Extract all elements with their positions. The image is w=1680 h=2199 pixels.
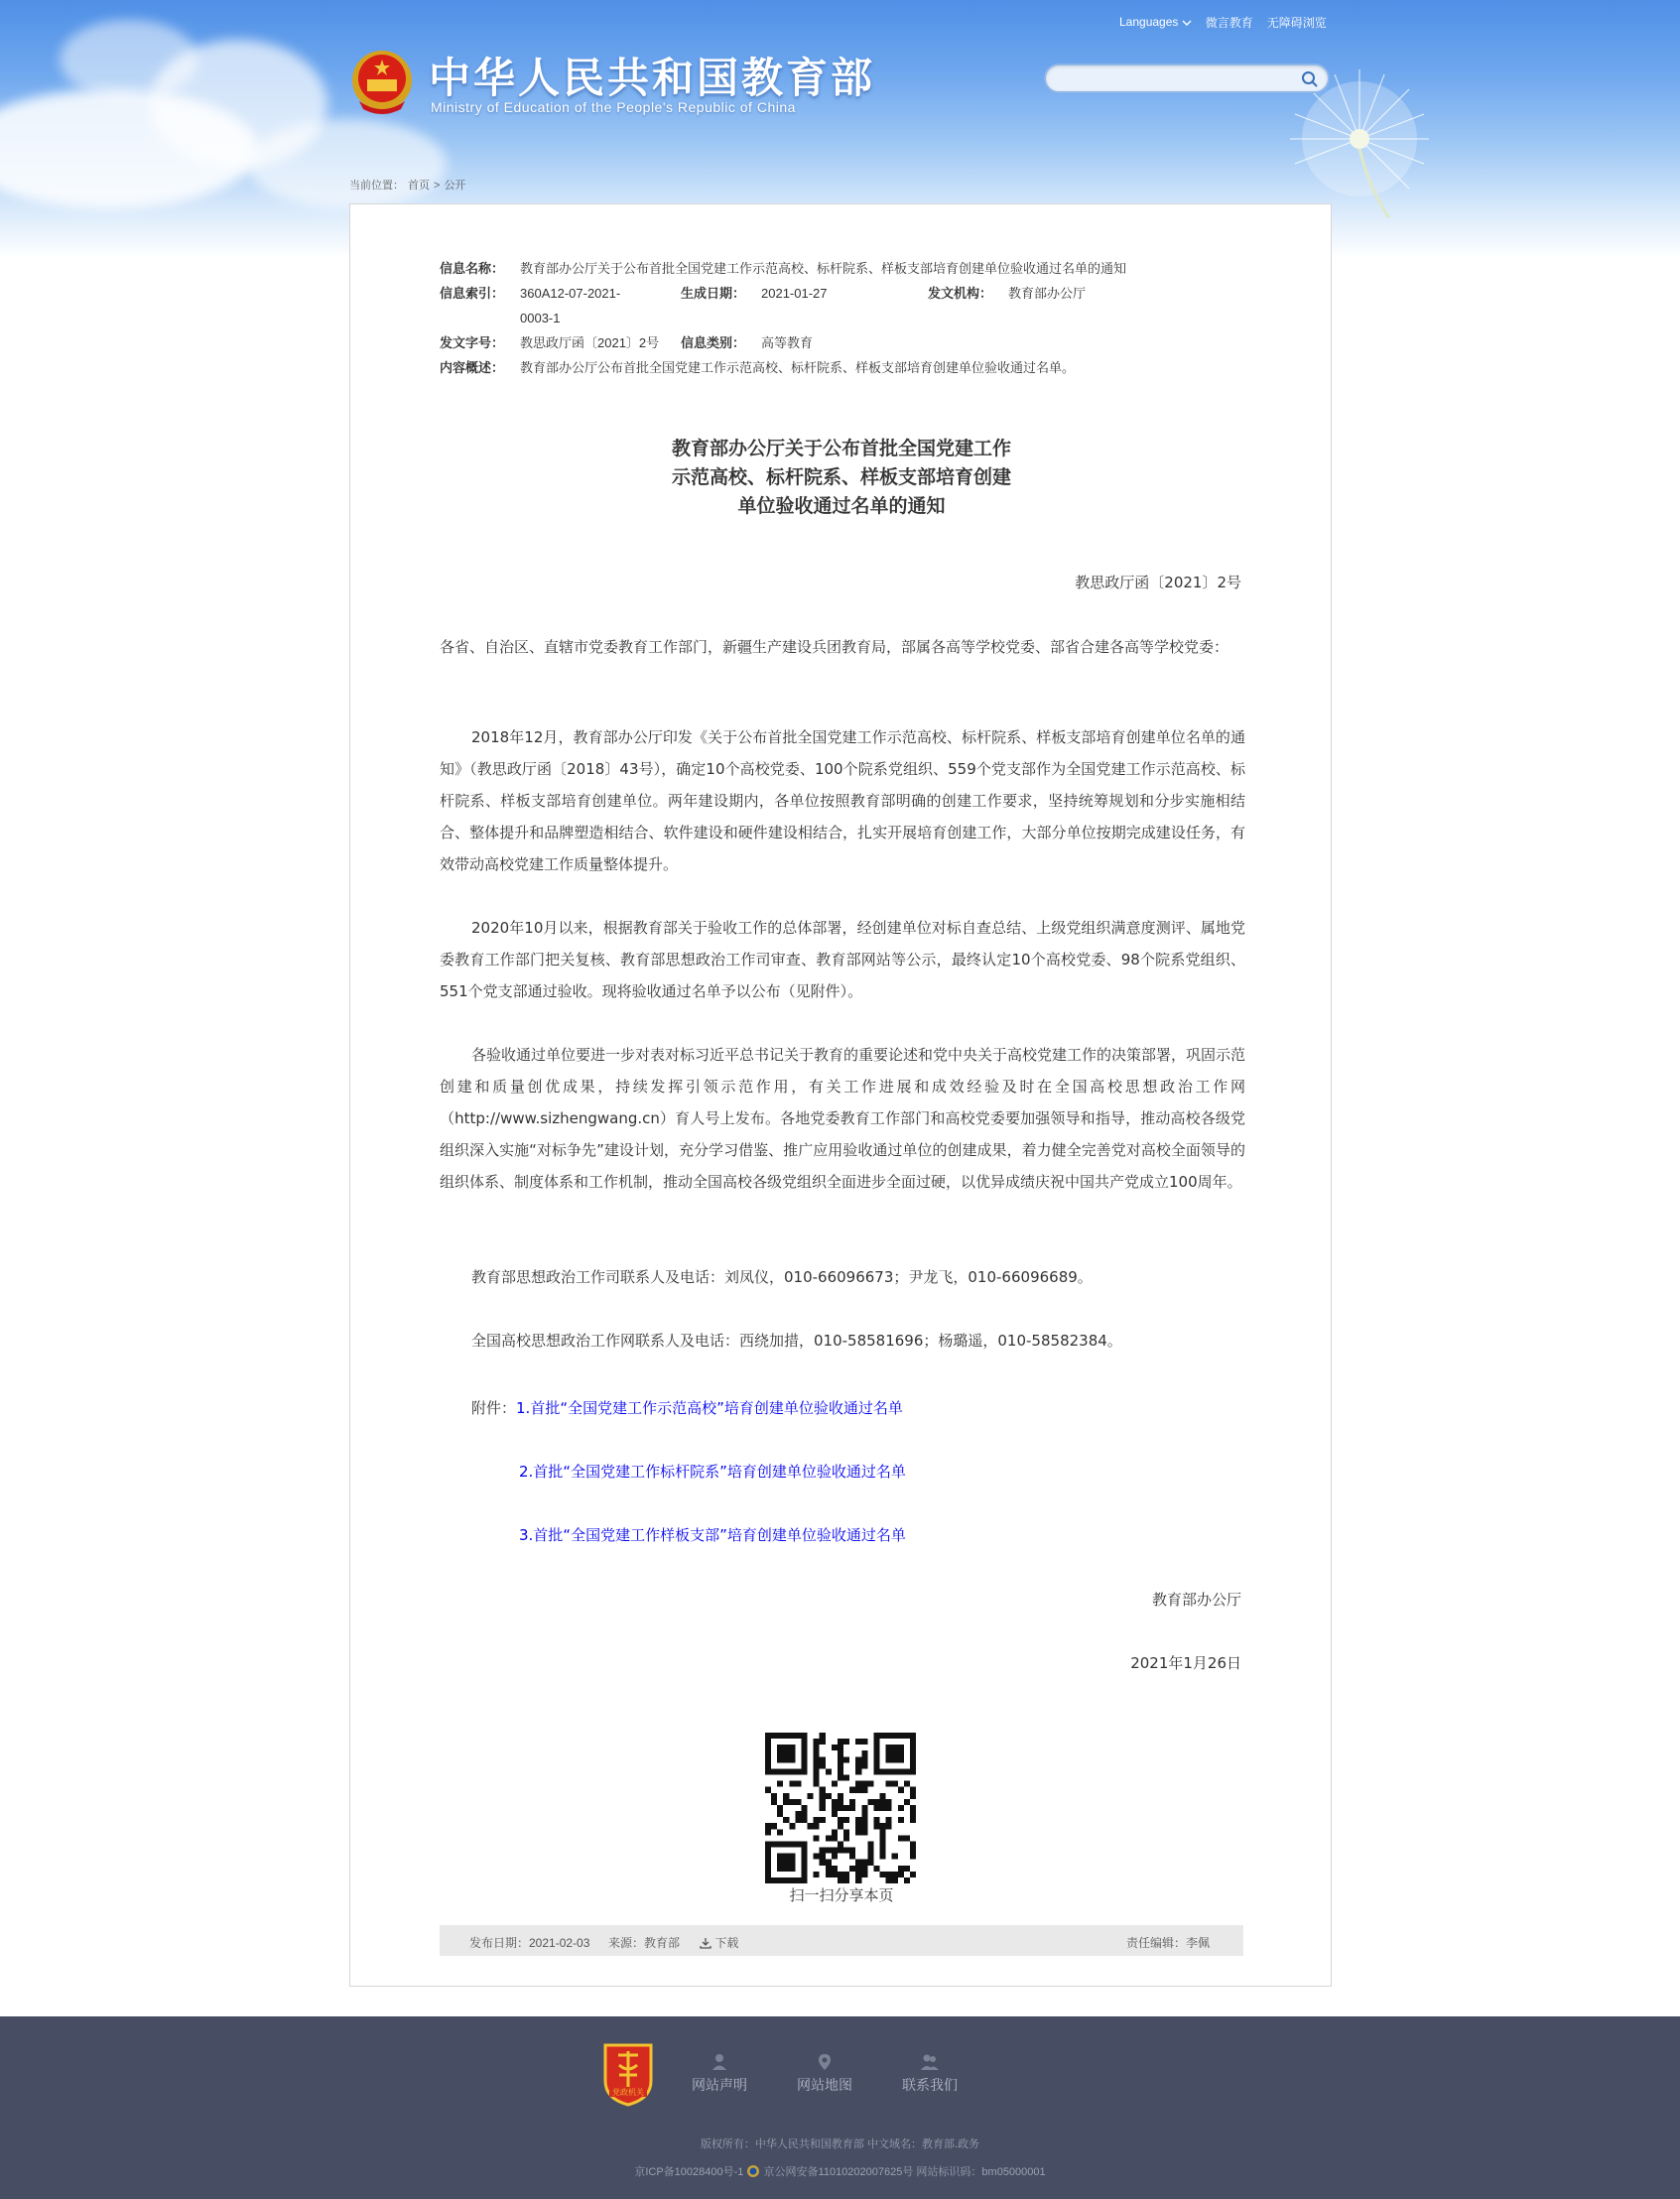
site-subtitle: Ministry of Education of the People's Republic of China xyxy=(431,99,796,115)
body-paragraph-2: 2020年10月以来，根据教育部关于验收工作的总体部署，经创建单位对标自查总结、上级党组织满意度测评、属地党委教育工作部门把关复核、教育部思想政治工作司审查、教育部网站等公示，最终认定10个高校党委、98个院系党组织、551个党支部通过验收。现将验收通过名单予以公布（见附件）。 xyxy=(440,919,1245,1000)
contacts-icon xyxy=(920,2053,940,2071)
meta-index-value: 360A12-07-2021- xyxy=(520,286,621,301)
meta-date-value: 2021-01-27 xyxy=(761,286,828,301)
document-number: 教思政厅函〔2021〕2号 xyxy=(1075,574,1241,591)
breadcrumb-prefix: 当前位置： xyxy=(349,180,404,192)
article-info-bar xyxy=(440,1925,1243,1956)
badge-text: 党政机关 xyxy=(612,2088,644,2097)
meta-index-label: 信息索引： xyxy=(440,286,505,301)
accessible-browsing-link[interactable]: 无障碍浏览 xyxy=(1266,15,1327,30)
attachment-row xyxy=(471,1397,903,1419)
recipients-paragraph: 各省、自治区、直辖市党委教育工作部门，新疆生产建设兵团教育局，部属各高等学校党委、部省合建各高等学校党委： xyxy=(440,638,1229,656)
footer-link-sitemap[interactable] xyxy=(790,2053,859,2095)
meta-docno-label: 发文字号： xyxy=(440,335,505,350)
title-line: 单位验收通过名单的通知 xyxy=(737,495,946,517)
meta-index-value-cont: 0003-1 xyxy=(520,311,561,325)
qr-code-icon xyxy=(765,1733,916,1883)
meta-docno-value: 教思政厅函〔2021〕2号 xyxy=(520,335,660,350)
meta-row-name xyxy=(440,256,1253,281)
languages-label: Languages xyxy=(1119,15,1179,29)
article-card xyxy=(349,203,1332,1987)
site-title: 中华人民共和国教育部 xyxy=(429,54,876,102)
site-footer xyxy=(0,2016,1680,2199)
publish-date: 发布日期：2021-02-03 xyxy=(469,1936,590,1950)
title-line: 示范高校、标杆院系、样板支部培育创建 xyxy=(671,466,1011,488)
issuer-signature: 教育部办公厅 xyxy=(1151,1591,1241,1609)
footer-copyright: 版权所有：中华人民共和国教育部 中文域名：教育部.政务 xyxy=(700,2138,980,2150)
body-paragraph-1: 2018年12月，教育部办公厅印发《关于公布首批全国党建工作示范高校、标杆院系、样板支部培育创建单位名单的通知》（教思政厅函〔2018〕43号），确定10个高校党委、100个院系党组织、559个党支部作为全国党建工作示范高校、标杆院系、样板支部培育创建单位。两年建设期内，各单位按照教育部明确的创建工作要求，坚持统筹规划和分步实施相结合、整体提升和品牌塑造相结合、软件建设和硬件建设相结合，扎实开展培育创建工作，大部分单位按期完成建设任务，有效带动高校党建工作质量整体提升。 xyxy=(440,728,1245,873)
search-box xyxy=(1044,64,1330,93)
attachment-link-1[interactable]: 1.首批“全国党建工作示范高校”培育创建单位验收通过名单 xyxy=(516,1399,903,1417)
party-government-badge-icon[interactable] xyxy=(601,2041,655,2107)
person-icon xyxy=(711,2053,728,2071)
contact-paragraph-2: 全国高校思想政治工作网联系人及电话：西绕加措，010-58581696；杨璐遥，010-58582384。 xyxy=(471,1332,1122,1350)
meta-org-label: 发文机构： xyxy=(928,286,993,301)
footer-link-label: 网站声明 xyxy=(692,2078,747,2094)
attachment-row xyxy=(519,1524,906,1546)
search-icon[interactable] xyxy=(1300,69,1320,89)
meta-org-value: 教育部办公厅 xyxy=(1008,286,1087,301)
top-links xyxy=(1119,12,1327,32)
public-security-number: 京公网安备11010202007625号 网站标识码：bm05000001 xyxy=(763,2166,1046,2178)
download-label: 下载 xyxy=(714,1936,739,1950)
qr-caption: 扫一扫分享本页 xyxy=(789,1886,894,1904)
document-title xyxy=(350,435,1333,521)
meta-category-label: 信息类别： xyxy=(681,335,746,350)
footer-link-label: 网站地图 xyxy=(797,2078,852,2094)
download-icon xyxy=(700,1937,711,1949)
cloud-decoration xyxy=(248,119,447,208)
responsible-editor: 责任编辑：李佩 xyxy=(1126,1936,1211,1950)
contact-paragraph-1: 教育部思想政治工作司联系人及电话：刘凤仪，010-66096673；尹龙飞，010-66096689。 xyxy=(471,1268,1093,1286)
article-source: 来源：教育部 xyxy=(608,1936,681,1950)
issue-date: 2021年1月26日 xyxy=(1130,1654,1241,1672)
breadcrumb xyxy=(349,177,469,193)
police-badge-icon xyxy=(746,2164,760,2178)
meta-row-docno xyxy=(440,330,1253,355)
meta-date-label: 生成日期： xyxy=(681,286,746,301)
national-emblem-icon xyxy=(349,48,415,117)
meta-summary-label: 内容概述： xyxy=(440,360,505,375)
breadcrumb-separator: > xyxy=(434,180,441,192)
attachment-row xyxy=(519,1461,906,1483)
icp-number: 京ICP备10028400号-1 xyxy=(634,2166,744,2178)
attachment-prefix: 附件： xyxy=(471,1399,517,1417)
body-paragraph-3: 各验收通过单位要进一步对表对标习近平总书记关于教育的重要论述和党中央关于高校党建工作的决策部署，巩固示范创建和质量创优成果，持续发挥引领示范作用，有关工作进展和成效经验及时在全国高校思想政治工作网（http://www.sizhengwang.cn）育人号上发布。各地党委教育工作部门和高校党委要加强领导和指导，推动高校各级党组织深入实施“对标争先”建设计划，充分学习借鉴、推广应用验收通过单位的创建成果，着力健全完善党对高校全面领导的组织体系、制度体系和工作机制，推动全国高校各级党组织全面进步全面过硬，以优异成绩庆祝中国共产党成立100周年。 xyxy=(440,1046,1246,1191)
meta-category-value: 高等教育 xyxy=(761,335,814,350)
attachment-link-2[interactable]: 2.首批“全国党建工作标杆院系”培育创建单位验收通过名单 xyxy=(519,1463,906,1481)
meta-name-value: 教育部办公厅关于公布首批全国党建工作示范高校、标杆院系、样板支部培育创建单位验收通过名单的通知 xyxy=(520,261,1127,276)
meta-name-label: 信息名称： xyxy=(440,261,505,276)
map-pin-icon xyxy=(816,2053,834,2071)
download-link[interactable] xyxy=(700,1934,738,1951)
attachment-link-3[interactable]: 3.首批“全国党建工作样板支部”培育创建单位验收通过名单 xyxy=(519,1526,906,1544)
breadcrumb-current-link[interactable]: 公开 xyxy=(444,180,466,192)
meta-row-summary xyxy=(440,355,1253,380)
footer-icp xyxy=(0,2163,1680,2179)
footer-link-statement[interactable] xyxy=(685,2053,754,2095)
weiyan-link[interactable]: 微言教育 xyxy=(1205,15,1253,30)
chevron-down-icon xyxy=(1182,19,1192,27)
footer-link-contact[interactable] xyxy=(895,2053,965,2095)
breadcrumb-home-link[interactable]: 首页 xyxy=(408,180,430,192)
search-input[interactable] xyxy=(1060,68,1288,88)
document-metadata xyxy=(440,256,1253,380)
languages-link[interactable] xyxy=(1119,15,1192,29)
footer-link-label: 联系我们 xyxy=(902,2078,958,2094)
meta-summary-value: 教育部办公厅公布首批全国党建工作示范高校、标杆院系、样板支部培育创建单位验收通过名单。 xyxy=(520,360,1076,375)
title-line: 教育部办公厅关于公布首批全国党建工作 xyxy=(671,438,1011,459)
meta-row-index xyxy=(440,281,1253,330)
